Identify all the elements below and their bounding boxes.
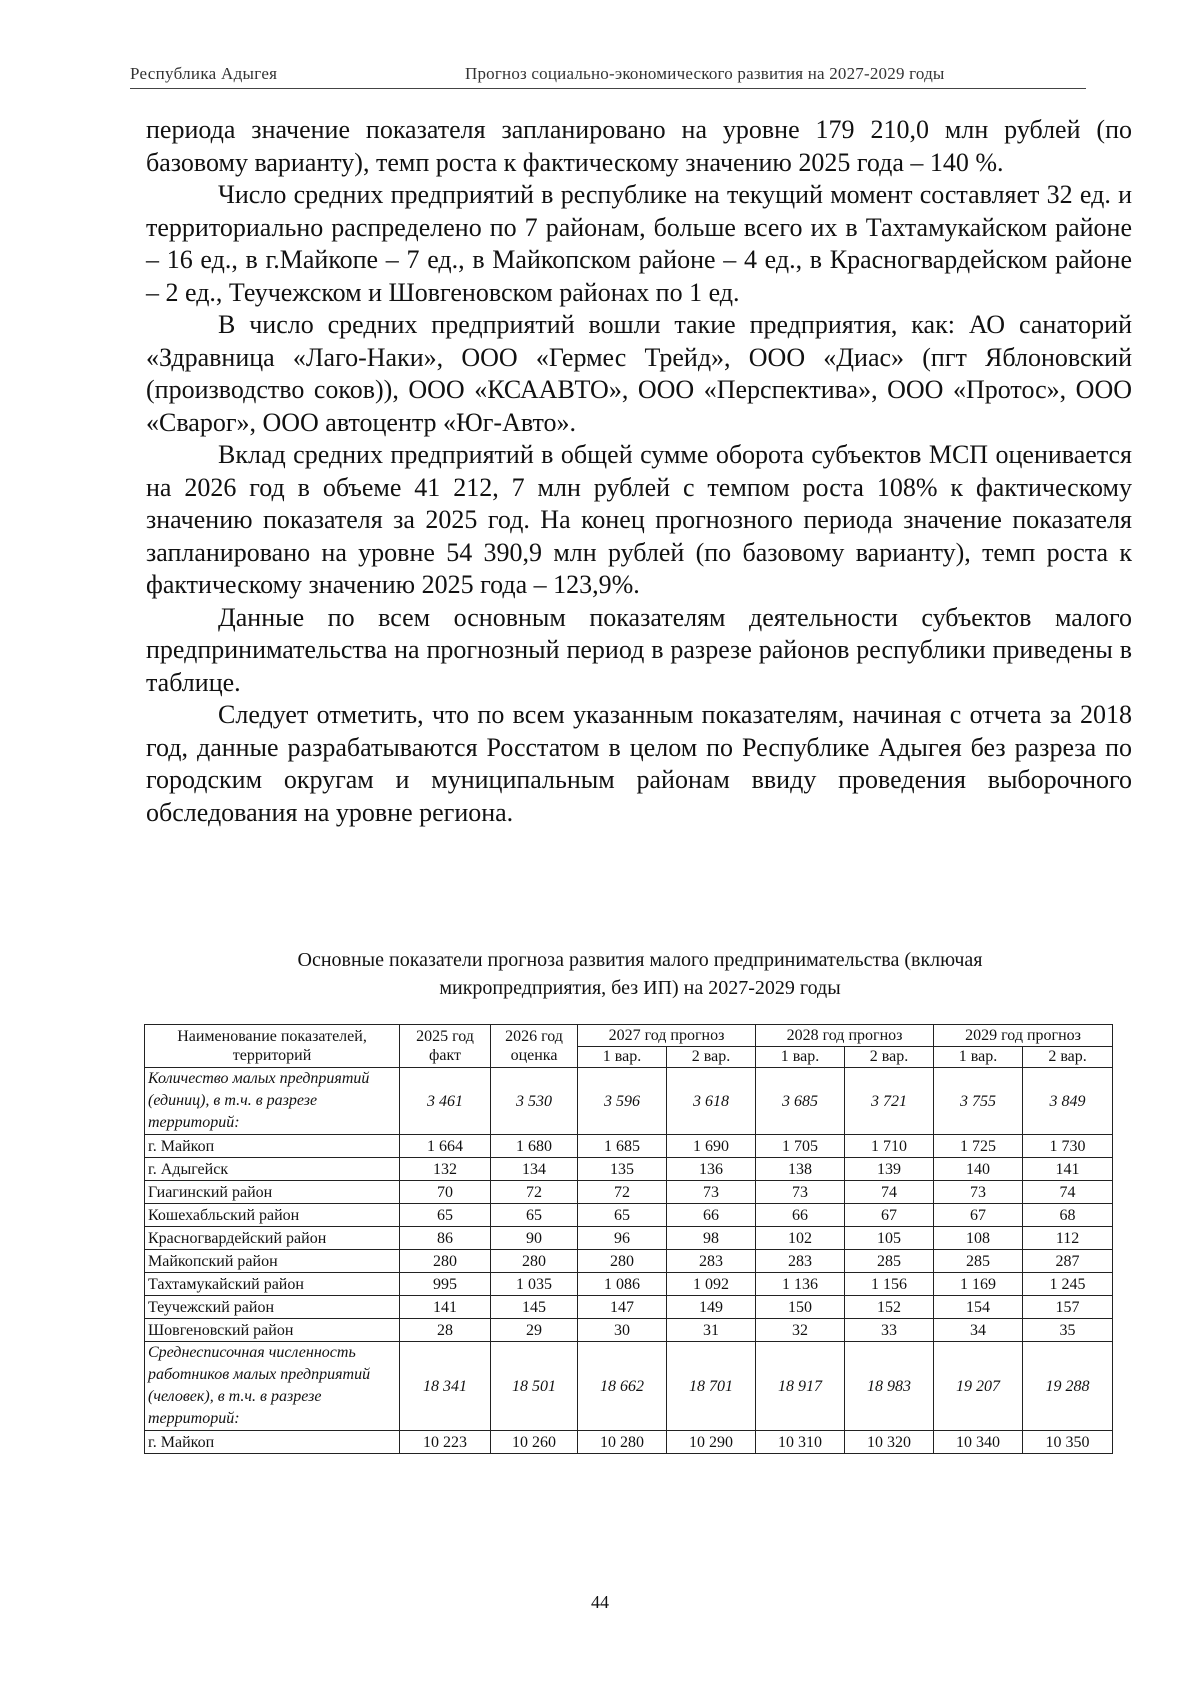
subheader-variant-1: 1 вар. <box>934 1046 1023 1068</box>
table-cell: 67 <box>934 1204 1023 1227</box>
table-cell: 65 <box>578 1204 667 1227</box>
table-cell: 132 <box>400 1158 491 1181</box>
territory-name: Шовгеновский район <box>145 1319 400 1342</box>
table-cell: 150 <box>756 1296 845 1319</box>
territory-name: Майкопский район <box>145 1250 400 1273</box>
column-header-2026: 2026 год оценка <box>491 1025 578 1068</box>
table-cell: 1 705 <box>756 1135 845 1158</box>
table-cell: 145 <box>491 1296 578 1319</box>
paragraph: периода значение показателя запланировано на уровне 179 210,0 млн рублей (по базовому варианту), темп роста к фактическому значению 2025 года – 140 %. <box>146 115 1132 177</box>
table-cell: 1 156 <box>845 1273 934 1296</box>
table-cell: 1 245 <box>1023 1273 1113 1296</box>
paragraph: Следует отметить, что по всем указанным показателям, начиная с отчета за 2018 год, данные разрабатываются Росстатом в целом по Республике Адыгея без разреза по городским округам и муниципальным районам ввиду проведения выборочного обследования на уровне региона. <box>146 700 1132 827</box>
section-total-cell: 3 755 <box>934 1068 1023 1135</box>
table-cell: 1 136 <box>756 1273 845 1296</box>
table-row <box>145 1296 1113 1319</box>
territory-name: Теучежский район <box>145 1296 400 1319</box>
table-row <box>145 1204 1113 1227</box>
table-cell: 35 <box>1023 1319 1113 1342</box>
subheader-variant-2: 2 вар. <box>1023 1046 1113 1068</box>
table-cell: 90 <box>491 1227 578 1250</box>
table-cell: 1 664 <box>400 1135 491 1158</box>
table-cell: 10 310 <box>756 1431 845 1454</box>
section-total-cell: 18 341 <box>400 1342 491 1431</box>
table-cell: 105 <box>845 1227 934 1250</box>
table-cell: 1 685 <box>578 1135 667 1158</box>
territory-name: Гиагинский район <box>145 1181 400 1204</box>
table-caption: Основные показатели прогноза развития малого предпринимательства (включая микропредприятия, без ИП) на 2027-2029 годы <box>297 949 983 999</box>
table-cell: 287 <box>1023 1250 1113 1273</box>
table-cell: 141 <box>400 1296 491 1319</box>
table-cell: 1 725 <box>934 1135 1023 1158</box>
table-cell: 152 <box>845 1296 934 1319</box>
table-cell: 33 <box>845 1319 934 1342</box>
table-cell: 29 <box>491 1319 578 1342</box>
table-cell: 1 710 <box>845 1135 934 1158</box>
table-cell: 1 086 <box>578 1273 667 1296</box>
page-number: 44 <box>591 1592 609 1612</box>
section-total-cell: 3 618 <box>667 1068 756 1135</box>
table-cell: 74 <box>1023 1181 1113 1204</box>
table-body <box>145 1068 1113 1454</box>
table-cell: 10 290 <box>667 1431 756 1454</box>
table-cell: 70 <box>400 1181 491 1204</box>
table-cell: 154 <box>934 1296 1023 1319</box>
table-cell: 1 035 <box>491 1273 578 1296</box>
table-cell: 10 320 <box>845 1431 934 1454</box>
section-total-cell: 3 721 <box>845 1068 934 1135</box>
table-cell: 283 <box>667 1250 756 1273</box>
table-cell: 96 <box>578 1227 667 1250</box>
table-cell: 280 <box>578 1250 667 1273</box>
table-cell: 86 <box>400 1227 491 1250</box>
subheader-variant-2: 2 вар. <box>845 1046 934 1068</box>
table-cell: 68 <box>1023 1204 1113 1227</box>
table-cell: 32 <box>756 1319 845 1342</box>
table-cell: 102 <box>756 1227 845 1250</box>
table-cell: 28 <box>400 1319 491 1342</box>
table-cell: 283 <box>756 1250 845 1273</box>
paragraph: Вклад средних предприятий в общей сумме оборота субъектов МСП оценивается на 2026 год в объеме 41 212, 7 млн рублей с темпом роста 108% к фактическому значению показателя за 2025 год. На конец прогнозного периода значение показателя запланировано на уровне 54 390,9 млн рублей (по базовому варианту), темп роста к фактическому значению 2025 года – 123,9%. <box>146 440 1132 599</box>
table-cell: 147 <box>578 1296 667 1319</box>
table-cell: 31 <box>667 1319 756 1342</box>
table-cell: 10 223 <box>400 1431 491 1454</box>
header-region: Республика Адыгея <box>130 64 278 83</box>
column-header-2028: 2028 год прогноз <box>756 1025 934 1047</box>
subheader-variant-1: 1 вар. <box>578 1046 667 1068</box>
table-cell: 30 <box>578 1319 667 1342</box>
column-header-2025: 2025 год факт <box>400 1025 491 1068</box>
territory-name: г. Майкоп <box>145 1135 400 1158</box>
section-total-cell: 18 983 <box>845 1342 934 1431</box>
table-cell: 74 <box>845 1181 934 1204</box>
table-cell: 34 <box>934 1319 1023 1342</box>
paragraph: Данные по всем основным показателям деятельности субъектов малого предпринимательства на прогнозный период в разрезе районов республики приведены в таблице. <box>146 602 1132 697</box>
subheader-variant-2: 2 вар. <box>667 1046 756 1068</box>
table-cell: 285 <box>845 1250 934 1273</box>
table-cell: 66 <box>667 1204 756 1227</box>
table-cell: 1 092 <box>667 1273 756 1296</box>
table-cell: 149 <box>667 1296 756 1319</box>
table-row <box>145 1431 1113 1454</box>
paragraph: Число средних предприятий в республике на текущий момент составляет 32 ед. и территориально распределено по 7 районам, больше всего их в Тахтамукайском районе – 16 ед., в г.Майкопе – 7 ед., в Майкопском районе – 4 ед., в Красногвардейском районе – 2 ед., Теучежском и Шовгеновском районах по 1 ед. <box>146 180 1132 307</box>
column-header-2027: 2027 год прогноз <box>578 1025 756 1047</box>
section-total-cell: 3 461 <box>400 1068 491 1135</box>
table-cell: 157 <box>1023 1296 1113 1319</box>
section-total-cell: 3 596 <box>578 1068 667 1135</box>
table-cell: 112 <box>1023 1227 1113 1250</box>
column-header-2029: 2029 год прогноз <box>934 1025 1113 1047</box>
table-row <box>145 1250 1113 1273</box>
territory-name: Кошехабльский район <box>145 1204 400 1227</box>
table-row <box>145 1135 1113 1158</box>
table-section-row <box>145 1342 1113 1431</box>
section-total-cell: 3 849 <box>1023 1068 1113 1135</box>
section-title: Количество малых предприятий (единиц), в т.ч. в разрезе территорий: <box>145 1068 400 1135</box>
table-row <box>145 1158 1113 1181</box>
table-cell: 139 <box>845 1158 934 1181</box>
territory-name: г. Майкоп <box>145 1431 400 1454</box>
table-cell: 135 <box>578 1158 667 1181</box>
territory-name: г. Адыгейск <box>145 1158 400 1181</box>
territory-name: Тахтамукайский район <box>145 1273 400 1296</box>
table-cell: 141 <box>1023 1158 1113 1181</box>
table-cell: 72 <box>578 1181 667 1204</box>
table-cell: 10 340 <box>934 1431 1023 1454</box>
section-total-cell: 3 685 <box>756 1068 845 1135</box>
table-row <box>145 1319 1113 1342</box>
table-cell: 65 <box>400 1204 491 1227</box>
section-total-cell: 19 288 <box>1023 1342 1113 1431</box>
table-section-row <box>145 1068 1113 1135</box>
table-cell: 140 <box>934 1158 1023 1181</box>
table-cell: 98 <box>667 1227 756 1250</box>
table-cell: 1 690 <box>667 1135 756 1158</box>
table-cell: 285 <box>934 1250 1023 1273</box>
table-cell: 73 <box>667 1181 756 1204</box>
section-total-cell: 18 662 <box>578 1342 667 1431</box>
table-cell: 108 <box>934 1227 1023 1250</box>
table-row <box>145 1273 1113 1296</box>
table-cell: 73 <box>934 1181 1023 1204</box>
section-total-cell: 18 917 <box>756 1342 845 1431</box>
table-cell: 138 <box>756 1158 845 1181</box>
table-row <box>145 1227 1113 1250</box>
table-cell: 280 <box>400 1250 491 1273</box>
table-cell: 66 <box>756 1204 845 1227</box>
subheader-variant-1: 1 вар. <box>756 1046 845 1068</box>
paragraph: В число средних предприятий вошли такие предприятия, как: АО санаторий «Здравница «Лаго-Наки», ООО «Гермес Трейд», ООО «Диас» (пгт Яблоновский (производство соков)), ООО «КСААВТО», ООО «Перспектива», ООО «Протос», ООО «Сварог», ООО автоцентр «Юг-Авто». <box>146 310 1132 437</box>
table-cell: 995 <box>400 1273 491 1296</box>
table-header-row <box>145 1025 1113 1047</box>
column-header-name: Наименование показателей, территорий <box>145 1025 400 1068</box>
body-text <box>146 114 1132 829</box>
header-title: Прогноз социально-экономического развития на 2027-2029 годы <box>465 64 945 83</box>
section-total-cell: 3 530 <box>491 1068 578 1135</box>
running-header <box>130 64 1086 89</box>
table-cell: 10 280 <box>578 1431 667 1454</box>
table-cell: 10 350 <box>1023 1431 1113 1454</box>
territory-name: Красногвардейский район <box>145 1227 400 1250</box>
table-cell: 72 <box>491 1181 578 1204</box>
table-cell: 65 <box>491 1204 578 1227</box>
table-cell: 1 680 <box>491 1135 578 1158</box>
table-cell: 136 <box>667 1158 756 1181</box>
table-row <box>145 1181 1113 1204</box>
table-cell: 134 <box>491 1158 578 1181</box>
section-total-cell: 18 501 <box>491 1342 578 1431</box>
section-total-cell: 19 207 <box>934 1342 1023 1431</box>
table-cell: 280 <box>491 1250 578 1273</box>
table-cell: 10 260 <box>491 1431 578 1454</box>
section-total-cell: 18 701 <box>667 1342 756 1431</box>
section-title: Среднесписочная численность работников малых предприятий (человек), в т.ч. в разрезе территорий: <box>145 1342 400 1431</box>
table-cell: 1 730 <box>1023 1135 1113 1158</box>
table-cell: 1 169 <box>934 1273 1023 1296</box>
table-cell: 67 <box>845 1204 934 1227</box>
indicators-table <box>144 1024 1113 1454</box>
table-cell: 73 <box>756 1181 845 1204</box>
